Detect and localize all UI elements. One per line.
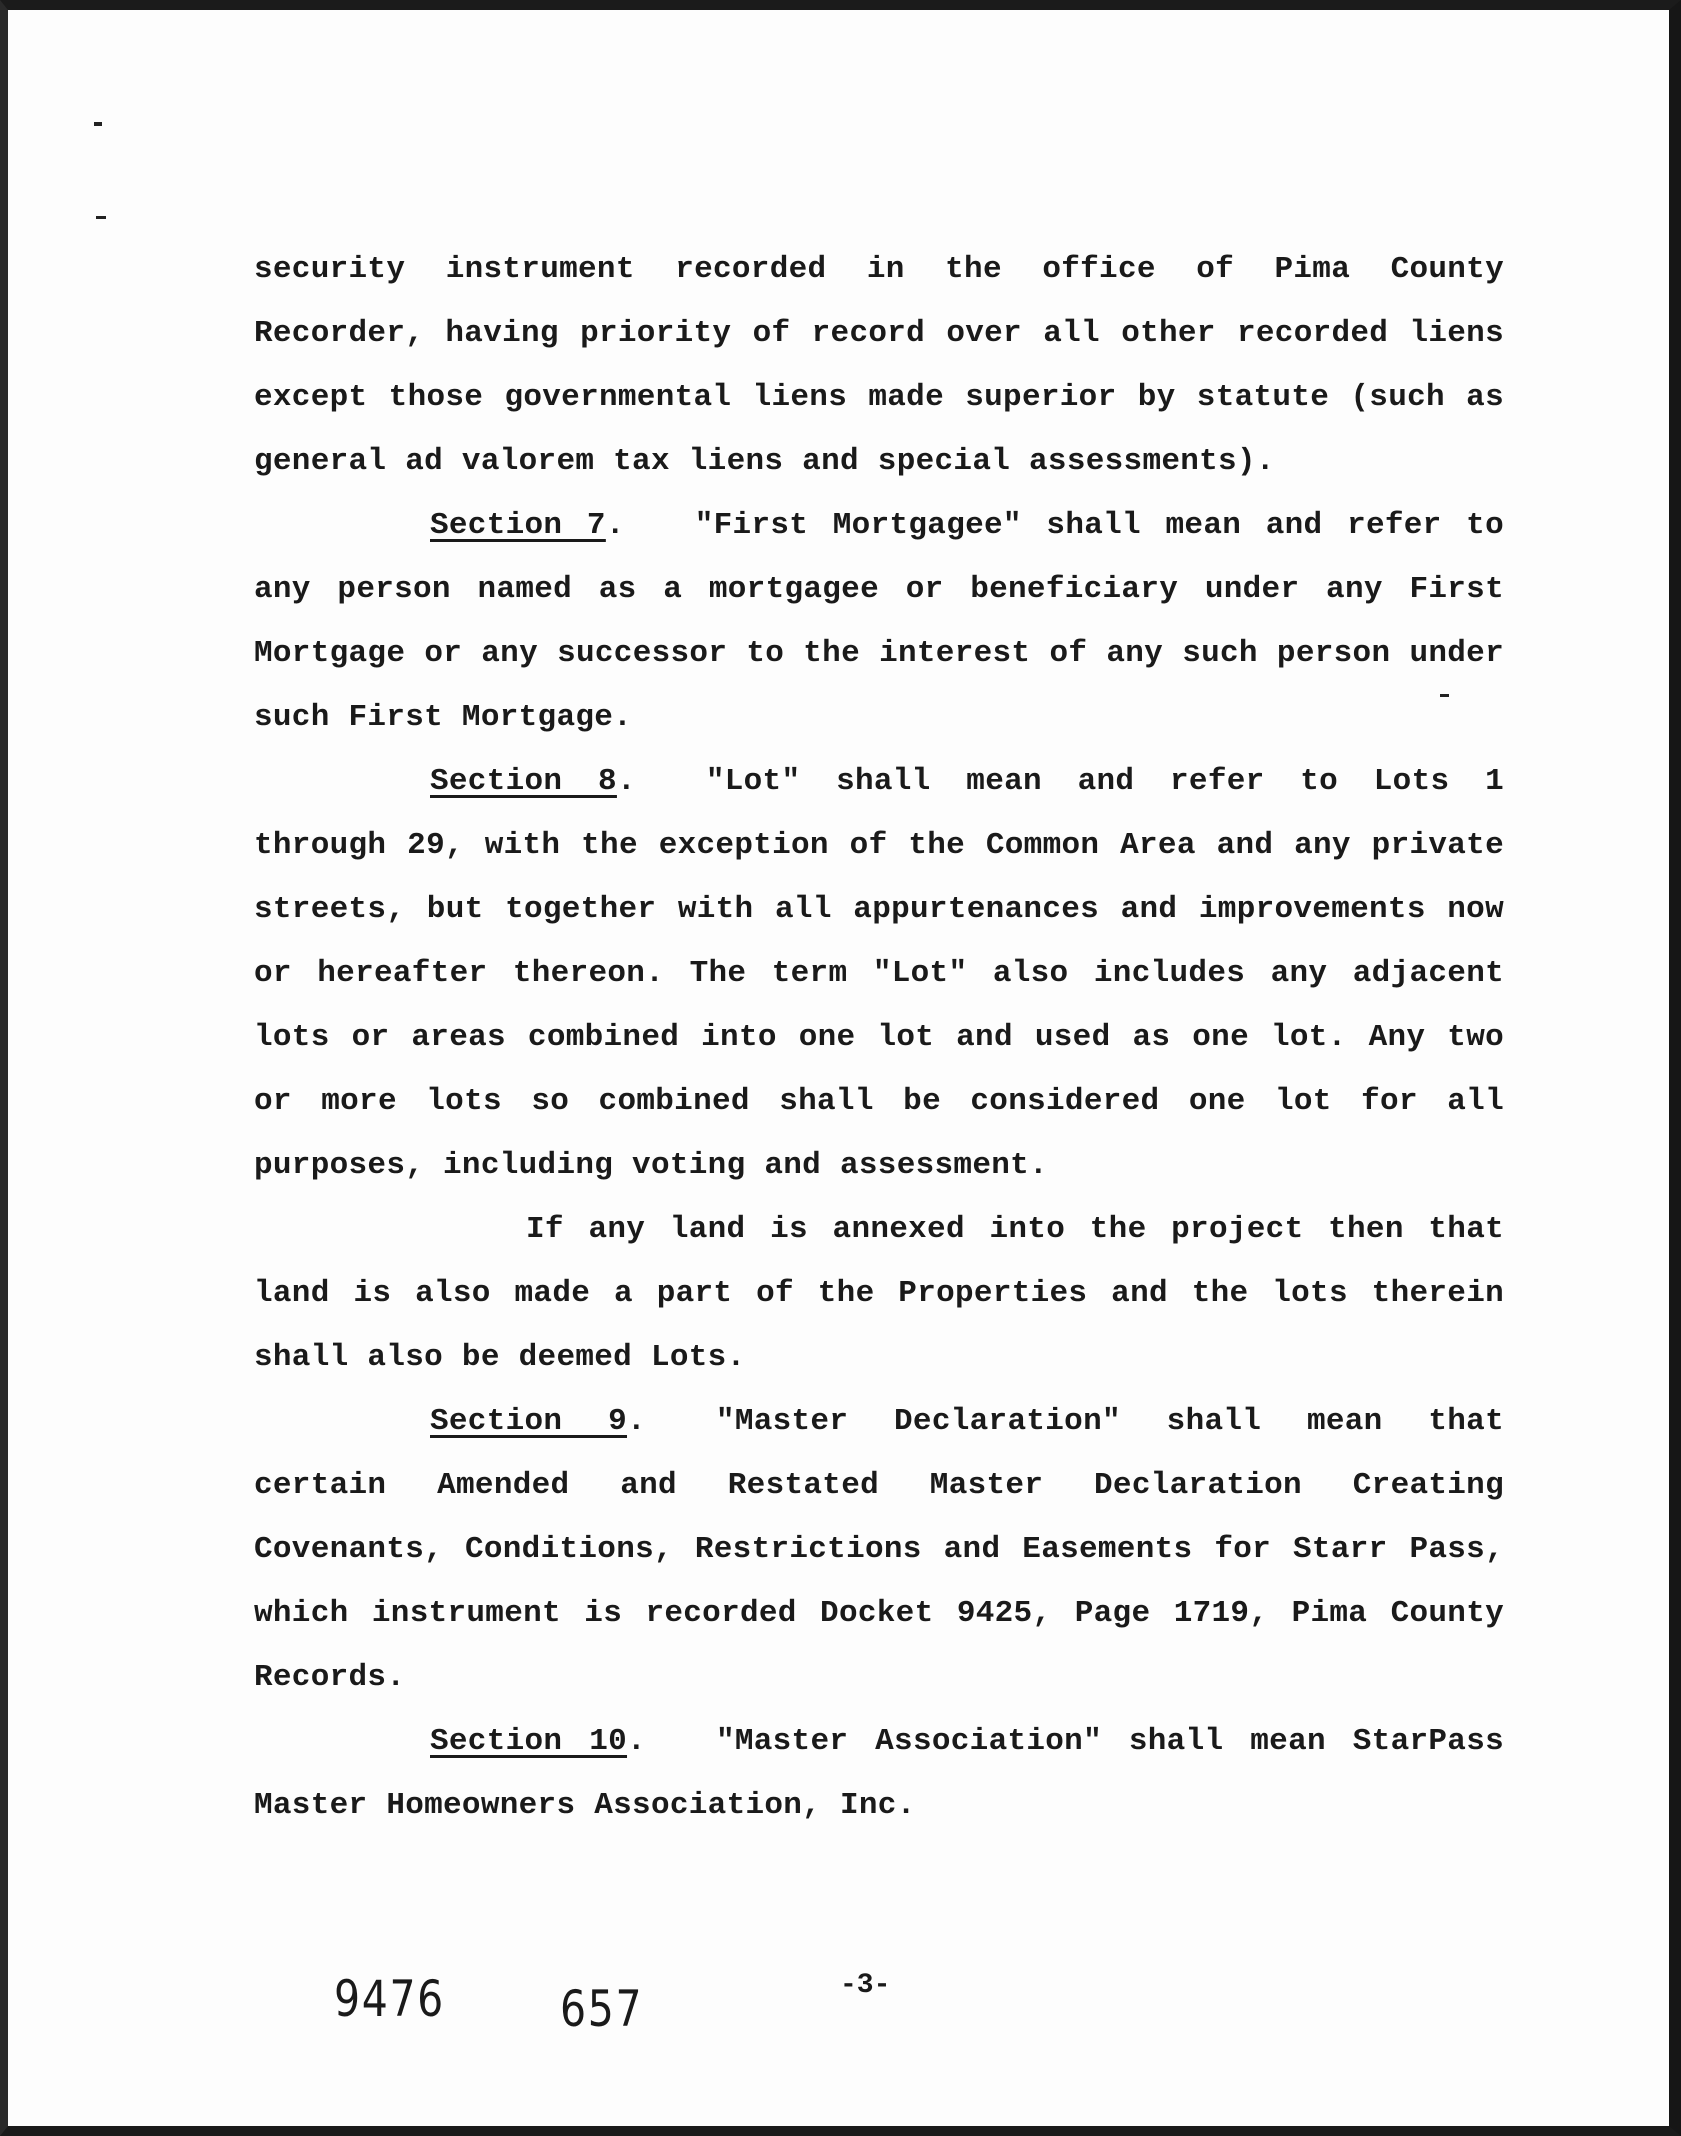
section-9-label: Section 9 [430, 1404, 628, 1439]
scan-speck [96, 216, 106, 219]
page-number: -3- [840, 1970, 891, 2001]
section-8-label: Section 8 [430, 764, 617, 799]
paragraph-security-instrument: security instrument recorded in the office of Pima County Recorder, having priority of record over all other recorded liens except those governmental liens made superior by statute (such as general ad valorem tax liens and special assessments). [254, 252, 1504, 479]
section-7-text: "First Mortgagee" shall mean and refer to any person named as a mortgagee or beneficiary under any First Mortgage or any successor to the interest of any such person under such First Mortgage. [254, 508, 1504, 735]
section-10-label: Section 10 [430, 1724, 628, 1759]
docket-number: 9476 [334, 1970, 445, 2028]
section-8-paragraph: Section 8. "Lot" shall mean and refer to Lots 1 through 29, with the exception of the Common Area and any private streets, but together with all appurtenances and improvements now or hereafter thereon. The term "Lot" also includes any adjacent lots or areas combined into one lot and used as one lot. Any two or more lots so combined shall be considered one lot for all purposes, including voting and assessment. [254, 764, 1504, 1183]
annexation-paragraph: If any land is annexed into the project then that land is also made a part of the Properties and the lots therein shall also be deemed Lots. [254, 1212, 1504, 1375]
document-body [254, 238, 1504, 1838]
section-9-paragraph: Section 9. "Master Declaration" shall mean that certain Amended and Restated Master Declaration Creating Covenants, Conditions, Restrictions and Easements for Starr Pass, which instrument is recorded Docket 9425, Page 1719, Pima County Records. [254, 1404, 1504, 1695]
section-9-text: "Master Declaration" shall mean that certain Amended and Restated Master Declaration Creating Covenants, Conditions, Restrictions and Easements for Starr Pass, which instrument is recorded Docket 9425, Page 1719, Pima County Records. [254, 1404, 1504, 1695]
page-stamp: 657 [560, 1980, 644, 2038]
section-7-label: Section 7 [430, 508, 606, 543]
section-7-paragraph: Section 7. "First Mortgagee" shall mean and refer to any person named as a mortgagee or beneficiary under any First Mortgage or any successor to the interest of any such person under such First Mortgage. [254, 508, 1504, 735]
section-10-text: "Master Association" shall mean StarPass Master Homeowners Association, Inc. [254, 1724, 1505, 1823]
section-8-text: "Lot" shall mean and refer to Lots 1 through 29, with the exception of the Common Area and any private streets, but together with all appurtenances and improvements now or hereafter thereon. The term "Lot" also includes any adjacent lots or areas combined into one lot and used as one lot. Any two or more lots so combined shall be considered one lot for all purposes, including voting and assessment. [254, 764, 1504, 1183]
section-10-paragraph: Section 10. "Master Association" shall mean StarPass Master Homeowners Association, Inc. [254, 1724, 1505, 1823]
scan-speck [94, 122, 102, 126]
